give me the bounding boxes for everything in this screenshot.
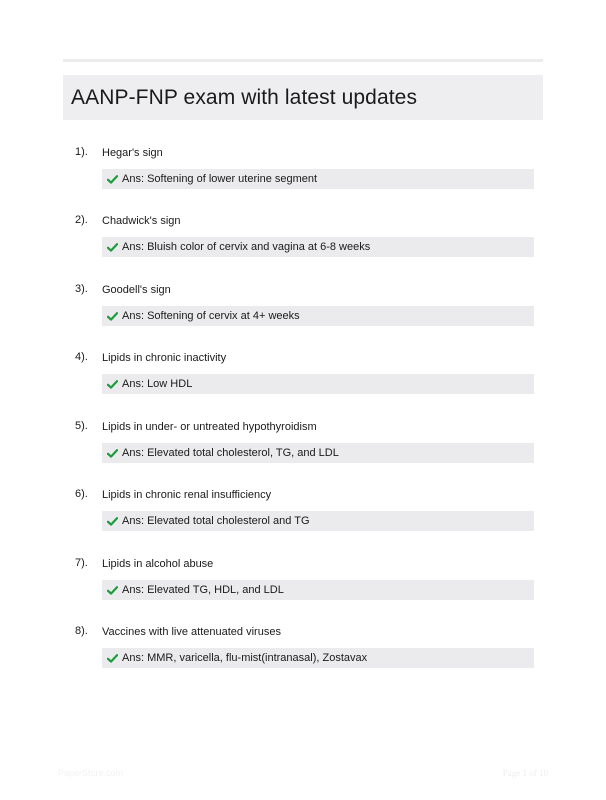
answer-text: Ans: Elevated TG, HDL, and LDL <box>122 584 284 596</box>
check-icon <box>107 586 118 595</box>
answer-text: Ans: Elevated total cholesterol and TG <box>122 515 310 527</box>
check-icon <box>107 380 118 389</box>
qa-item <box>0 487 606 547</box>
question-text: Lipids in alcohol abuse <box>102 558 214 570</box>
page-number: Page 1 of 10 <box>502 768 548 778</box>
title-banner <box>63 75 543 120</box>
check-icon <box>107 654 118 663</box>
answer-text: Ans: MMR, varicella, flu-mist(intranasal), Zostavax <box>122 652 368 664</box>
answer-text: Ans: Softening of cervix at 4+ weeks <box>122 310 300 322</box>
answer-box <box>102 237 534 257</box>
answer-text: Ans: Softening of lower uterine segment <box>122 173 318 185</box>
top-divider <box>63 59 543 62</box>
question-text: Lipids in under- or untreated hypothyroidism <box>102 421 317 433</box>
answer-box <box>102 169 534 189</box>
qa-item <box>0 213 606 273</box>
check-icon <box>107 175 118 184</box>
question-number: 4). <box>75 351 88 363</box>
question-text: Lipids in chronic inactivity <box>102 352 227 364</box>
question-number: 6). <box>75 488 88 500</box>
question-text: Chadwick's sign <box>102 215 181 227</box>
question-text: Vaccines with live attenuated viruses <box>102 626 281 638</box>
answer-box <box>102 511 534 531</box>
qa-item <box>0 624 606 684</box>
question-number: 7). <box>75 557 88 569</box>
check-icon <box>107 517 118 526</box>
question-number: 2). <box>75 214 88 226</box>
answer-box <box>102 306 534 326</box>
document-title: AANP-FNP exam with latest updates <box>71 85 418 109</box>
answer-text: Ans: Elevated total cholesterol, TG, and LDL <box>122 447 339 459</box>
answer-text: Ans: Bluish color of cervix and vagina at 6-8 weeks <box>122 241 371 253</box>
question-number: 1). <box>75 146 88 158</box>
question-number: 3). <box>75 283 88 295</box>
qa-item <box>0 419 606 479</box>
qa-item <box>0 556 606 616</box>
answer-box <box>102 648 534 668</box>
question-text: Hegar's sign <box>102 147 163 159</box>
question-number: 5). <box>75 420 88 432</box>
footer-watermark: PaperStore.com <box>58 768 124 778</box>
qa-item <box>0 282 606 342</box>
answer-box <box>102 580 534 600</box>
question-text: Goodell's sign <box>102 284 171 296</box>
qa-item <box>0 145 606 205</box>
answer-text: Ans: Low HDL <box>122 378 193 390</box>
question-text: Lipids in chronic renal insufficiency <box>102 489 272 501</box>
question-number: 8). <box>75 625 88 637</box>
qa-item <box>0 350 606 410</box>
answer-box <box>102 374 534 394</box>
check-icon <box>107 449 118 458</box>
check-icon <box>107 243 118 252</box>
check-icon <box>107 312 118 321</box>
answer-box <box>102 443 534 463</box>
